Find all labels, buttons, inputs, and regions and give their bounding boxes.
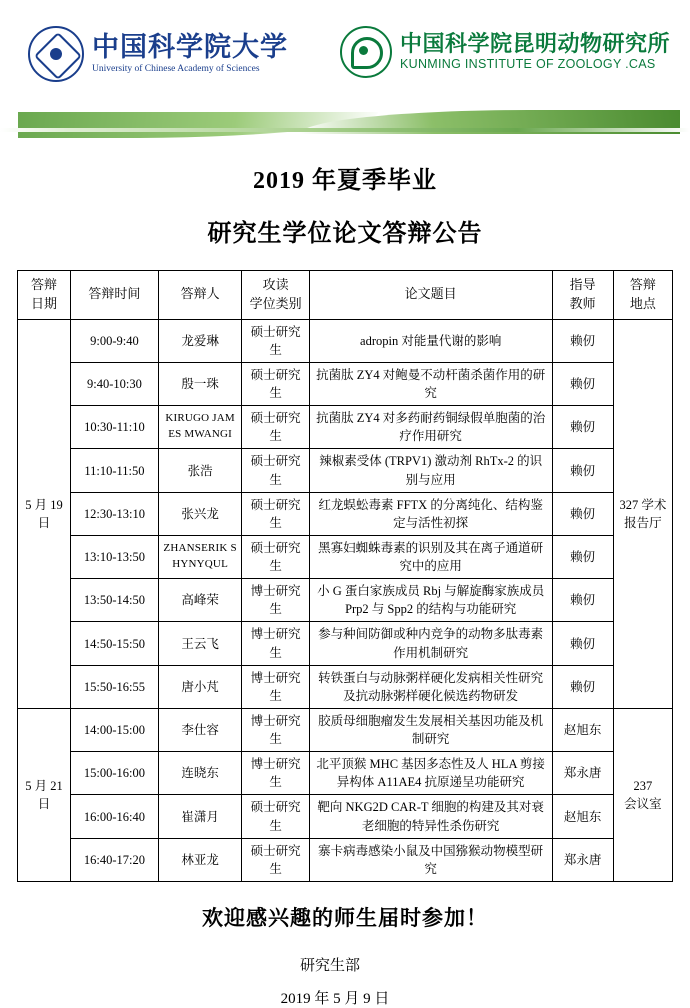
cell-defense-time: 9:00-9:40 (71, 319, 159, 362)
table-row (18, 752, 673, 795)
cell-degree-type: 博士研究生 (242, 752, 309, 795)
cell-defense-location (613, 319, 672, 708)
cell-thesis-topic: 小 G 蛋白家族成员 Rbj 与解旋酶家族成员 Prp2 与 Spp2 的结构与功能研究 (309, 579, 552, 622)
kiz-emblem-icon (340, 26, 392, 78)
cell-supervisor: 赖仞 (552, 665, 613, 708)
cell-supervisor: 赖仞 (552, 579, 613, 622)
ucas-emblem-icon (28, 26, 84, 82)
cell-degree-type: 硕士研究生 (242, 449, 309, 492)
cell-candidate-name: 唐小芃 (158, 665, 242, 708)
cell-candidate-name: ZHANSERIK SHYNYQUL (158, 535, 242, 578)
cell-degree-type: 博士研究生 (242, 708, 309, 751)
table-row (18, 449, 673, 492)
cell-defense-time: 15:00-16:00 (71, 752, 159, 795)
kiz-name-cn: 中国科学院昆明动物研究所 (399, 31, 670, 57)
cell-candidate-name: 连晓东 (158, 752, 242, 795)
signature-date: 2019 年 5 月 9 日 (280, 990, 390, 1007)
column-header-place-l1: 答辩 (629, 277, 656, 292)
cell-supervisor: 赵旭东 (552, 708, 613, 751)
cell-supervisor: 赖仞 (552, 362, 613, 405)
cell-defense-time: 13:50-14:50 (71, 579, 159, 622)
cell-defense-date: 5 月 21 日 (18, 708, 71, 881)
welcome-note: 欢迎感兴趣的师生届时参加！ (202, 905, 488, 930)
location-line2: 报告厅 (624, 515, 662, 530)
cell-thesis-topic: 抗菌肽 ZY4 对鲍曼不动杆菌杀菌作用的研究 (309, 362, 552, 405)
location-line1: 237 (633, 778, 653, 793)
kiz-logo (340, 26, 670, 78)
ucas-logo (28, 26, 288, 82)
table-row (18, 362, 673, 405)
cell-defense-time: 12:30-13:10 (71, 492, 159, 535)
cell-candidate-name: 王云飞 (158, 622, 242, 665)
cell-supervisor: 郑永唐 (552, 838, 613, 881)
cell-thesis-topic: 寨卡病毒感染小鼠及中国猕猴动物模型研究 (309, 838, 552, 881)
column-header-topic: 论文题目 (309, 271, 552, 320)
column-header-degree-l1: 攻读 (262, 277, 289, 292)
defense-schedule-table (17, 270, 673, 882)
signature-department: 研究生部 (299, 957, 360, 974)
cell-thesis-topic: 参与种间防御或种内竞争的动物多肽毒素作用机制研究 (309, 622, 552, 665)
kiz-logo-text (400, 32, 670, 72)
cell-candidate-name: KIRUGO JAMES MWANGI (158, 406, 242, 449)
cell-thesis-topic: 北平顶猴 MHC 基因多态性及人 HLA 剪接异构体 A11AE4 抗原递呈功能研究 (309, 752, 552, 795)
column-header-place (613, 271, 672, 320)
cell-supervisor: 赖仞 (552, 622, 613, 665)
page-title-line1: 2019 年夏季毕业 (253, 168, 437, 194)
ucas-name-cn: 中国科学院大学 (92, 32, 288, 63)
table-header-row (18, 271, 673, 320)
cell-defense-date: 5 月 19 日 (18, 319, 71, 708)
column-header-mentor-l2: 教师 (569, 295, 596, 311)
column-header-mentor-l1: 指导 (569, 277, 596, 292)
cell-thesis-topic: 黑寡妇蜘蛛毒素的识别及其在离子通道研究中的应用 (309, 535, 552, 578)
cell-thesis-topic: adropin 对能量代谢的影响 (309, 319, 552, 362)
table-body (18, 319, 673, 881)
cell-thesis-topic: 胶质母细胞瘤发生发展相关基因功能及机制研究 (309, 708, 552, 751)
column-header-degree-l2: 学位类别 (249, 295, 302, 311)
column-header-mentor (552, 271, 613, 320)
document-header (0, 0, 690, 108)
cell-supervisor: 赖仞 (552, 535, 613, 578)
column-header-time: 答辩时间 (71, 271, 159, 320)
cell-degree-type: 博士研究生 (242, 622, 309, 665)
cell-degree-type: 硕士研究生 (242, 406, 309, 449)
cell-supervisor: 郑永唐 (552, 752, 613, 795)
cell-defense-time: 11:10-11:50 (71, 449, 159, 492)
table-row (18, 622, 673, 665)
band-rule (0, 128, 690, 132)
cell-defense-time: 15:50-16:55 (71, 665, 159, 708)
column-header-date-l2: 日期 (31, 295, 58, 311)
cell-supervisor: 赖仞 (552, 449, 613, 492)
cell-supervisor: 赖仞 (552, 406, 613, 449)
cell-thesis-topic: 抗菌肽 ZY4 对多药耐药铜绿假单胞菌的治疗作用研究 (309, 406, 552, 449)
table-row (18, 708, 673, 751)
cell-defense-time: 16:00-16:40 (71, 795, 159, 838)
cell-degree-type: 硕士研究生 (242, 319, 309, 362)
cell-defense-time: 14:00-15:00 (71, 708, 159, 751)
cell-thesis-topic: 红龙蜈蚣毒素 FFTX 的分离纯化、结构鉴定与活性初探 (309, 492, 552, 535)
cell-supervisor: 赖仞 (552, 492, 613, 535)
table-row (18, 795, 673, 838)
column-header-person: 答辩人 (158, 271, 242, 320)
location-line1: 327 学术 (619, 497, 667, 512)
ucas-logo-text (92, 33, 288, 74)
column-header-place-l2: 地点 (629, 295, 656, 311)
cell-defense-time: 16:40-17:20 (71, 838, 159, 881)
column-header-degree (242, 271, 309, 320)
cell-supervisor: 赖仞 (552, 319, 613, 362)
cell-thesis-topic: 辣椒素受体 (TRPV1) 激动剂 RhTx-2 的识别与应用 (309, 449, 552, 492)
table-row (18, 665, 673, 708)
cell-thesis-topic: 靶向 NKG2D CAR-T 细胞的构建及其对衰老细胞的特异性杀伤研究 (309, 795, 552, 838)
table-row (18, 406, 673, 449)
column-header-date (18, 271, 71, 320)
cell-candidate-name: 张兴龙 (158, 492, 242, 535)
cell-degree-type: 硕士研究生 (242, 795, 309, 838)
cell-thesis-topic: 转铁蛋白与动脉粥样硬化发病相关性研究及抗动脉粥样硬化候选药物研发 (309, 665, 552, 708)
cell-candidate-name: 殷一珠 (158, 362, 242, 405)
cell-supervisor: 赵旭东 (552, 795, 613, 838)
cell-defense-time: 14:50-15:50 (71, 622, 159, 665)
cell-candidate-name: 崔潇月 (158, 795, 242, 838)
cell-degree-type: 硕士研究生 (242, 535, 309, 578)
ucas-name-en: University of Chinese Academy of Sciences (92, 63, 260, 74)
cell-defense-time: 10:30-11:10 (71, 406, 159, 449)
column-header-date-l1: 答辩 (31, 277, 58, 292)
cell-degree-type: 博士研究生 (242, 579, 309, 622)
cell-degree-type: 硕士研究生 (242, 362, 309, 405)
location-line2: 会议室 (624, 796, 662, 811)
cell-candidate-name: 林亚龙 (158, 838, 242, 881)
decorative-band (0, 110, 690, 138)
page-title-line2: 研究生学位论文答辩公告 (207, 221, 483, 247)
cell-candidate-name: 高峰荣 (158, 579, 242, 622)
cell-candidate-name: 龙爱琳 (158, 319, 242, 362)
table-row (18, 319, 673, 362)
cell-degree-type: 硕士研究生 (242, 838, 309, 881)
cell-degree-type: 硕士研究生 (242, 492, 309, 535)
cell-defense-time: 9:40-10:30 (71, 362, 159, 405)
cell-defense-location (613, 708, 672, 881)
cell-degree-type: 博士研究生 (242, 665, 309, 708)
kiz-name-en: KUNMING INSTITUTE OF ZOOLOGY .CAS (399, 57, 656, 72)
table-row (18, 838, 673, 881)
cell-candidate-name: 李仕容 (158, 708, 242, 751)
cell-defense-time: 13:10-13:50 (71, 535, 159, 578)
table-row (18, 492, 673, 535)
table-row (18, 535, 673, 578)
table-row (18, 579, 673, 622)
cell-candidate-name: 张浩 (158, 449, 242, 492)
